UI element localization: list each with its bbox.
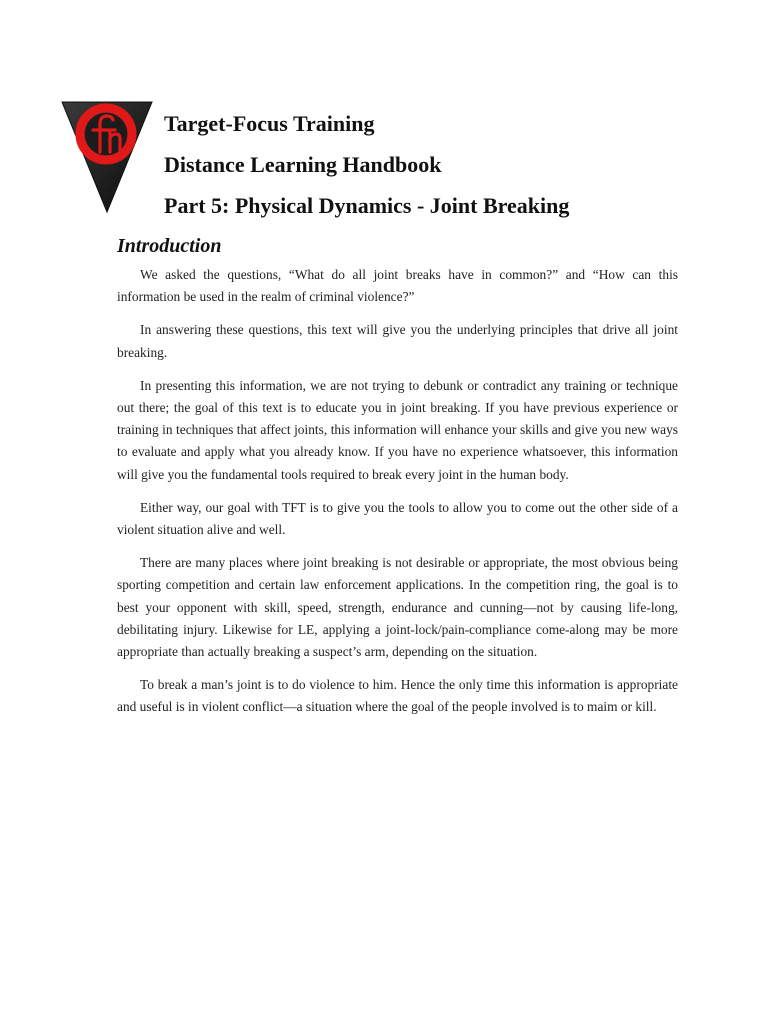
title-handbook: Distance Learning Handbook	[164, 152, 442, 177]
paragraph: We asked the questions, “What do all joint breaks have in common?” and “How can this information be used in the realm of criminal violence?”	[117, 267, 678, 305]
paragraph: In answering these questions, this text will give you the underlying principles that drive all joint breaking.	[117, 322, 678, 360]
tft-logo-icon	[60, 100, 154, 214]
paragraph: Either way, our goal with TFT is to give you the tools to allow you to come out the other side of a violent situation alive and well.	[117, 499, 678, 538]
paragraph: In presenting this information, we are not trying to debunk or contradict any training or technique out there; the goal of this text is to educate you in joint breaking. If you have previous experience or training in techniques that affect joints, this information will enhance your skills and give you new ways to evaluate and apply what you already know. If you have no experience whatsoever, this information will give you the fundamental tools required to break every joint in the human body.	[117, 377, 678, 482]
section-heading: Introduction	[117, 235, 222, 257]
paragraph: To break a man’s joint is to do violence to him. Hence the only time this information is appropriate and useful is in violent conflict—a situation where the goal of the people involved is to maim or kill.	[117, 677, 678, 715]
document-title-block	[164, 103, 724, 226]
paragraph: There are many places where joint breaking is not desirable or appropriate, the most obvious being sporting competition and certain law enforcement applications. In the competition ring, the goal is to best your opponent with skill, speed, strength, endurance and cunning—not by causing life-long, debilitating injury. Likewise for LE, applying a joint-lock/pain-compliance come-along may be more appropriate than actually breaking a suspect’s arm, depending on the situation.	[117, 555, 678, 660]
title-part: Part 5: Physical Dynamics - Joint Breaking	[164, 193, 570, 218]
title-organization: Target-Focus Training	[164, 111, 375, 136]
body-text	[117, 264, 678, 730]
